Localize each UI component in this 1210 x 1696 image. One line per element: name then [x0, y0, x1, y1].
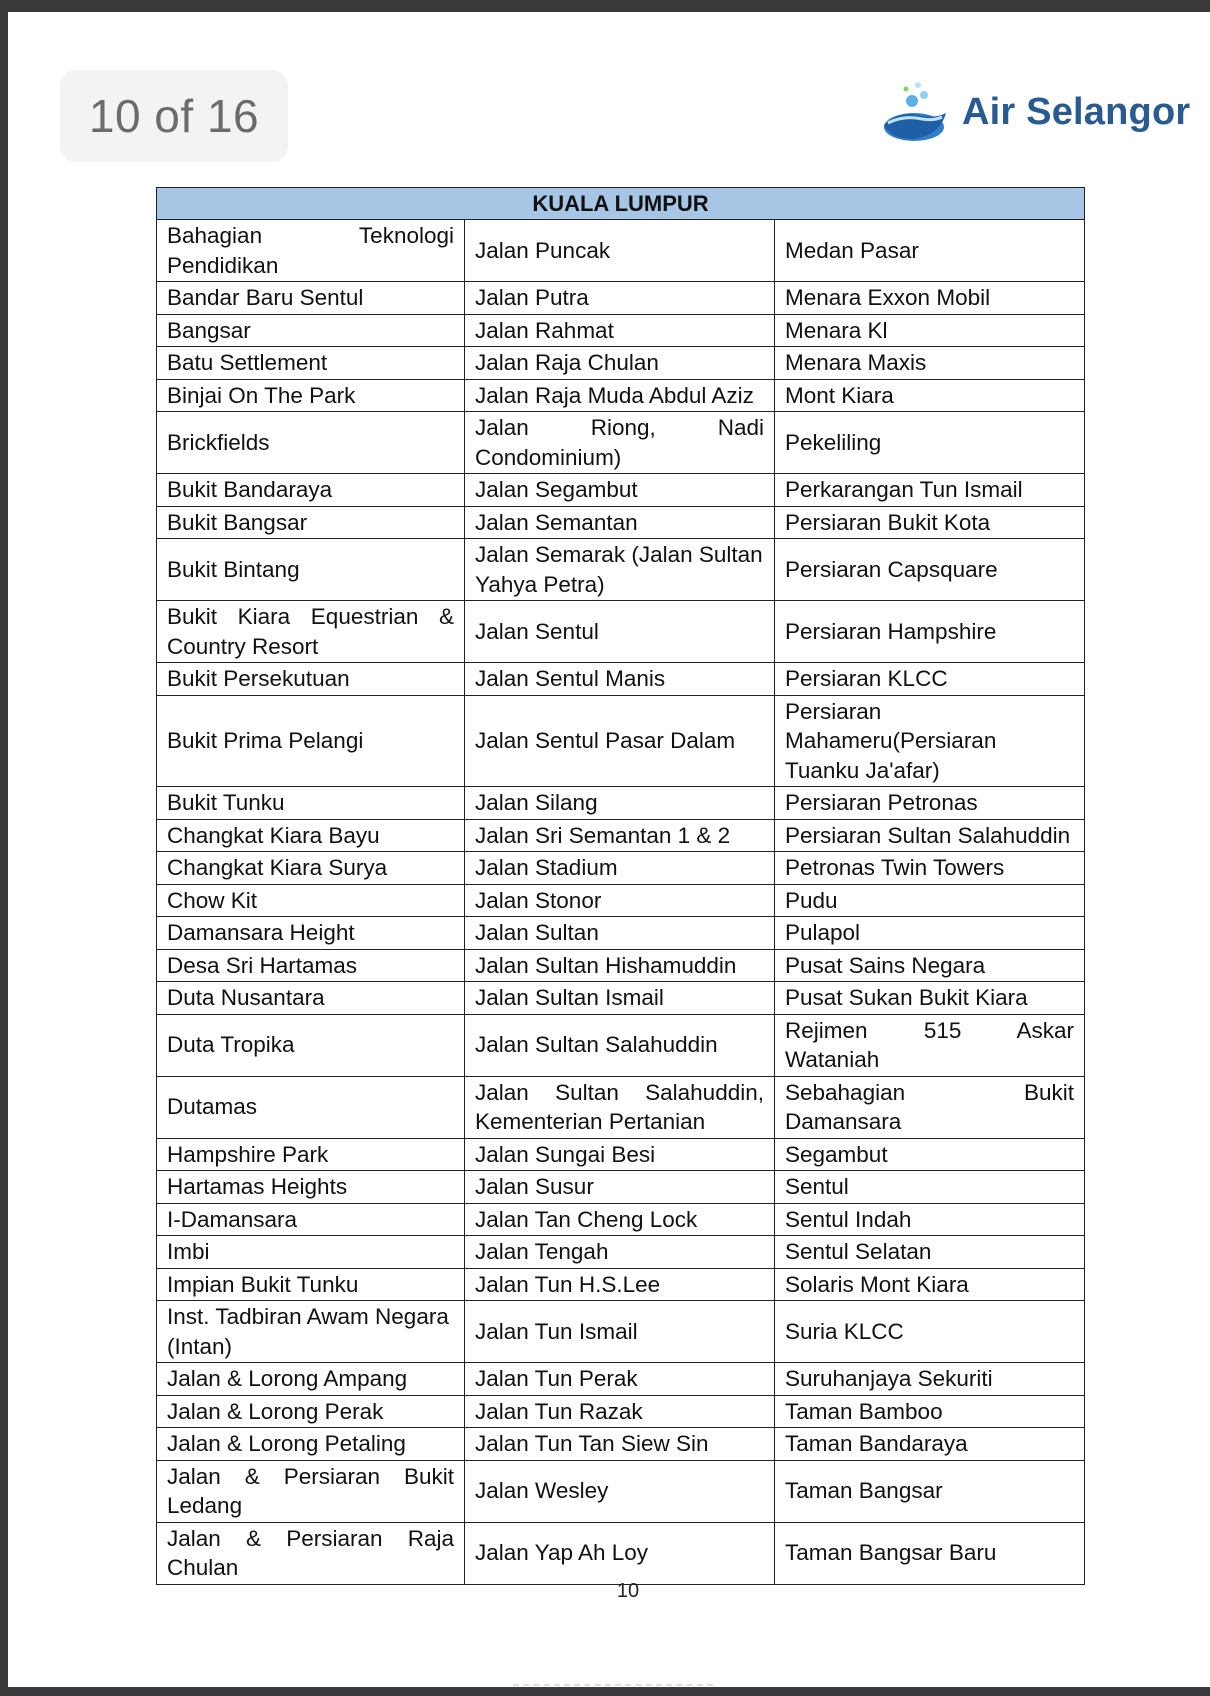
- table-cell: Jalan & Persiaran Raja Chulan: [157, 1522, 465, 1584]
- table-row: [157, 1076, 1085, 1138]
- table-row: [157, 1236, 1085, 1269]
- table-cell: Jalan Yap Ah Loy: [465, 1522, 775, 1584]
- table-cell: Taman Bangsar: [775, 1460, 1085, 1522]
- table-row: [157, 314, 1085, 347]
- table-cell: Petronas Twin Towers: [775, 852, 1085, 885]
- table-cell: Sebahagian Bukit Damansara: [775, 1076, 1085, 1138]
- document-page: [8, 12, 1210, 1687]
- table-cell: Taman Bangsar Baru: [775, 1522, 1085, 1584]
- table-row: [157, 601, 1085, 663]
- table-row: [157, 1138, 1085, 1171]
- table-cell: Persiaran Capsquare: [775, 539, 1085, 601]
- table-cell: Suruhanjaya Sekuriti: [775, 1363, 1085, 1396]
- table-cell: Imbi: [157, 1236, 465, 1269]
- table-cell: Taman Bandaraya: [775, 1428, 1085, 1461]
- table-row: [157, 1428, 1085, 1461]
- next-page-edge: [513, 1684, 713, 1696]
- table-cell: Bangsar: [157, 314, 465, 347]
- table-cell: Jalan Semarak (Jalan Sultan Yahya Petra): [465, 539, 775, 601]
- table-cell: Impian Bukit Tunku: [157, 1268, 465, 1301]
- brand-logo: [878, 72, 1190, 152]
- page-counter-badge: 10 of 16: [60, 70, 288, 162]
- table-cell: Solaris Mont Kiara: [775, 1268, 1085, 1301]
- table-row: [157, 819, 1085, 852]
- table-cell: Mont Kiara: [775, 379, 1085, 412]
- table-cell: Suria KLCC: [775, 1301, 1085, 1363]
- table-cell: Jalan Tun H.S.Lee: [465, 1268, 775, 1301]
- table-cell: Bahagian Teknologi Pendidikan: [157, 220, 465, 282]
- table-cell: Bukit Bandaraya: [157, 474, 465, 507]
- table-row: [157, 1522, 1085, 1584]
- table-cell: Bukit Bangsar: [157, 506, 465, 539]
- table-cell: Jalan Tun Tan Siew Sin: [465, 1428, 775, 1461]
- page-number: 10: [616, 1580, 640, 1602]
- table-cell: Sentul Indah: [775, 1203, 1085, 1236]
- brand-name: Air Selangor: [962, 90, 1191, 133]
- kuala-lumpur-table: [156, 187, 1085, 1585]
- table-cell: Bukit Bintang: [157, 539, 465, 601]
- table-cell: Jalan Sultan: [465, 917, 775, 950]
- table-cell: Persiaran Mahameru(Persiaran Tuanku Ja'afar): [775, 695, 1085, 787]
- table-cell: Hartamas Heights: [157, 1171, 465, 1204]
- table-row: [157, 474, 1085, 507]
- table-cell: Persiaran KLCC: [775, 663, 1085, 696]
- table-cell: Bandar Baru Sentul: [157, 282, 465, 315]
- table-cell: Jalan Tan Cheng Lock: [465, 1203, 775, 1236]
- table-cell: Jalan Tun Razak: [465, 1395, 775, 1428]
- table-cell: Brickfields: [157, 412, 465, 474]
- table-row: [157, 1301, 1085, 1363]
- table-cell: Taman Bamboo: [775, 1395, 1085, 1428]
- table-cell: Jalan Riong, Nadi Condominium): [465, 412, 775, 474]
- table-cell: Perkarangan Tun Ismail: [775, 474, 1085, 507]
- table-row: [157, 663, 1085, 696]
- table-cell: Jalan Silang: [465, 787, 775, 820]
- table-cell: Pudu: [775, 884, 1085, 917]
- table-cell: Jalan & Persiaran Bukit Ledang: [157, 1460, 465, 1522]
- table-cell: Jalan Sungai Besi: [465, 1138, 775, 1171]
- table-row: [157, 949, 1085, 982]
- table-row: [157, 379, 1085, 412]
- table-cell: Jalan Sultan Salahuddin: [465, 1014, 775, 1076]
- table-row: [157, 1460, 1085, 1522]
- table-cell: Menara Maxis: [775, 347, 1085, 380]
- table-cell: Jalan Raja Muda Abdul Aziz: [465, 379, 775, 412]
- table-cell: Jalan Susur: [465, 1171, 775, 1204]
- table-row: [157, 982, 1085, 1015]
- table-row: [157, 884, 1085, 917]
- table-cell: I-Damansara: [157, 1203, 465, 1236]
- table-row: [157, 539, 1085, 601]
- table-cell: Desa Sri Hartamas: [157, 949, 465, 982]
- table-cell: Jalan Putra: [465, 282, 775, 315]
- table-row: [157, 347, 1085, 380]
- table-cell: Bukit Tunku: [157, 787, 465, 820]
- table-row: [157, 1203, 1085, 1236]
- table-cell: Changkat Kiara Bayu: [157, 819, 465, 852]
- table-cell: Pusat Sukan Bukit Kiara: [775, 982, 1085, 1015]
- table-cell: Jalan Sultan Salahuddin, Kementerian Pertanian: [465, 1076, 775, 1138]
- table-cell: Duta Tropika: [157, 1014, 465, 1076]
- table-cell: Changkat Kiara Surya: [157, 852, 465, 885]
- table-cell: Bukit Kiara Equestrian & Country Resort: [157, 601, 465, 663]
- table-cell: Jalan Tun Perak: [465, 1363, 775, 1396]
- table-row: [157, 852, 1085, 885]
- table-cell: Binjai On The Park: [157, 379, 465, 412]
- table-cell: Jalan Sentul Pasar Dalam: [465, 695, 775, 787]
- table-cell: Batu Settlement: [157, 347, 465, 380]
- table-cell: Inst. Tadbiran Awam Negara (Intan): [157, 1301, 465, 1363]
- table-cell: Duta Nusantara: [157, 982, 465, 1015]
- table-cell: Pekeliling: [775, 412, 1085, 474]
- table-cell: Rejimen 515 Askar Wataniah: [775, 1014, 1085, 1076]
- table-cell: Jalan & Lorong Petaling: [157, 1428, 465, 1461]
- table-row: [157, 1268, 1085, 1301]
- table-cell: Menara Kl: [775, 314, 1085, 347]
- table-row: [157, 1014, 1085, 1076]
- table-header: KUALA LUMPUR: [157, 188, 1085, 220]
- table-row: [157, 506, 1085, 539]
- table-row: [157, 412, 1085, 474]
- table-cell: Jalan Wesley: [465, 1460, 775, 1522]
- table-cell: Chow Kit: [157, 884, 465, 917]
- table-cell: Jalan Semantan: [465, 506, 775, 539]
- table-cell: Jalan Stonor: [465, 884, 775, 917]
- water-drop-icon: [878, 75, 952, 149]
- table-cell: Persiaran Hampshire: [775, 601, 1085, 663]
- table-row: [157, 282, 1085, 315]
- table-cell: Jalan Puncak: [465, 220, 775, 282]
- table-cell: Jalan Tengah: [465, 1236, 775, 1269]
- table-row: [157, 917, 1085, 950]
- table-cell: Damansara Height: [157, 917, 465, 950]
- table-cell: Sentul: [775, 1171, 1085, 1204]
- table-cell: Jalan Segambut: [465, 474, 775, 507]
- table-cell: Jalan Sentul Manis: [465, 663, 775, 696]
- table-cell: Bukit Prima Pelangi: [157, 695, 465, 787]
- table-cell: Jalan Stadium: [465, 852, 775, 885]
- table-cell: Jalan Sultan Ismail: [465, 982, 775, 1015]
- table-cell: Medan Pasar: [775, 220, 1085, 282]
- table-cell: Pulapol: [775, 917, 1085, 950]
- table-cell: Hampshire Park: [157, 1138, 465, 1171]
- table-row: [157, 787, 1085, 820]
- table-row: [157, 1395, 1085, 1428]
- table-cell: Dutamas: [157, 1076, 465, 1138]
- table-cell: Jalan Raja Chulan: [465, 347, 775, 380]
- table-cell: Jalan Sri Semantan 1 & 2: [465, 819, 775, 852]
- table-cell: Sentul Selatan: [775, 1236, 1085, 1269]
- table-cell: Jalan & Lorong Perak: [157, 1395, 465, 1428]
- table-cell: Persiaran Petronas: [775, 787, 1085, 820]
- table-cell: Persiaran Bukit Kota: [775, 506, 1085, 539]
- table-cell: Jalan Sultan Hishamuddin: [465, 949, 775, 982]
- table-row: [157, 1363, 1085, 1396]
- table-row: [157, 1171, 1085, 1204]
- table-row: [157, 695, 1085, 787]
- table-cell: Jalan Sentul: [465, 601, 775, 663]
- table-cell: Pusat Sains Negara: [775, 949, 1085, 982]
- table-row: [157, 220, 1085, 282]
- table-cell: Jalan Tun Ismail: [465, 1301, 775, 1363]
- table-cell: Jalan & Lorong Ampang: [157, 1363, 465, 1396]
- table-cell: Bukit Persekutuan: [157, 663, 465, 696]
- table-cell: Menara Exxon Mobil: [775, 282, 1085, 315]
- table-cell: Segambut: [775, 1138, 1085, 1171]
- table-cell: Jalan Rahmat: [465, 314, 775, 347]
- table-cell: Persiaran Sultan Salahuddin: [775, 819, 1085, 852]
